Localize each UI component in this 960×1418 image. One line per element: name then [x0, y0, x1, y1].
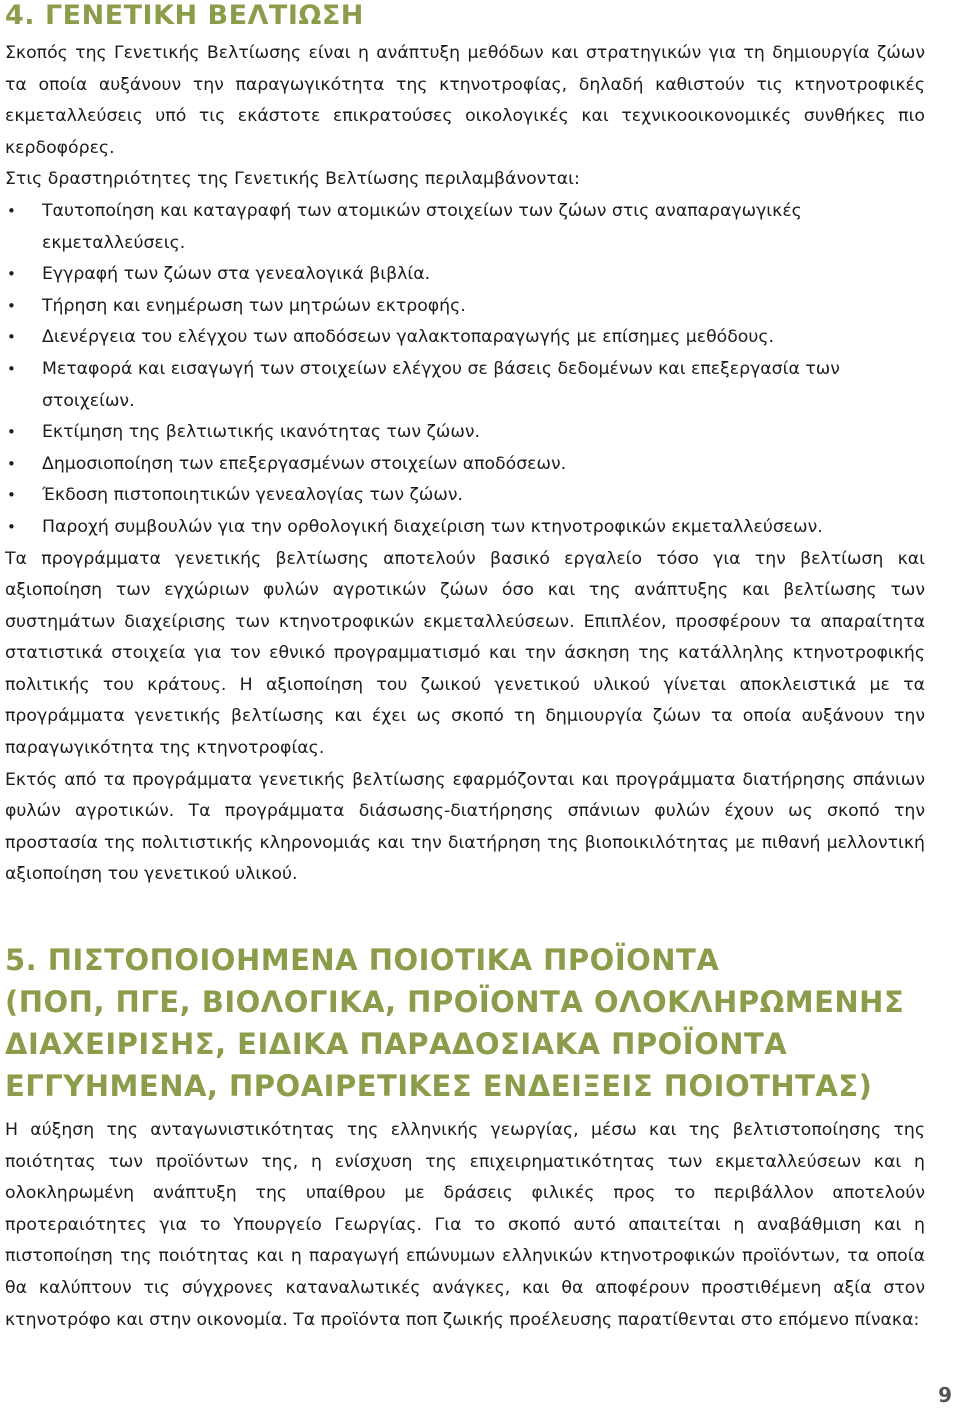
list-item-text: Μεταφορά και εισαγωγή των στοιχείων ελέγχου σε βάσεις δεδομένων και επεξεργασία των στοιχείων.: [42, 358, 840, 411]
list-item: [5, 291, 925, 323]
bullet-icon: •: [7, 517, 16, 536]
list-item: [5, 196, 925, 259]
section-4-heading: 4. ΓΕΝΕΤΙΚΗ ΒΕΛΤΙΩΣΗ: [5, 0, 364, 31]
list-item-text: Ταυτοποίηση και καταγραφή των ατομικών στοιχείων των ζώων στις αναπαραγωγικές εκμεταλλεύσεις.: [42, 200, 802, 253]
activities-list-intro: Στις δραστηριότητες της Γενετικής Βελτίωσης περιλαμβάνονται:: [5, 169, 580, 190]
list-item-text: Δημοσιοποίηση των επεξεργασμένων στοιχείων αποδόσεων.: [42, 453, 567, 474]
activities-list: [5, 196, 925, 544]
section-5-heading-line: (ΠΟΠ, ΠΓΕ, ΒΙΟΛΟΓΙΚΑ, ΠΡΟΪΟΝΤΑ ΟΛΟΚΛΗΡΩΜΕΝΗΣ: [5, 985, 905, 1020]
list-item-text: Έκδοση πιστοποιητικών γενεαλογίας των ζώων.: [42, 485, 464, 506]
list-item: [5, 480, 925, 512]
genetic-programs-paragraph: Τα προγράμματα γενετικής βελτίωσης αποτελούν βασικό εργαλείο τόσο για την βελτίωση και αξιοποίηση των εγχώριων φυλών αγροτικών ζώων όσο και της ανάπτυξης και βελτίωσης των συστημάτων διαχείρισης των κτηνοτροφικών εκμεταλλεύσεων. Επιπλέον, προσφέρουν τα απαραίτητα στατιστικά στοιχεία για τον εθνικό προγραμματισμό και την άσκηση της κατάλληλης κτηνοτροφικής πολιτικής του κράτους. Η αξιοποίηση του ζωικού γενετικού υλικού γίνεται αποκλειστικά με τα προγράμματα γενετικής βελτίωσης και έχει ως σκοπό τη δημιουργία ζώων τα οποία αυξάνουν την παραγωγικότητα της κτηνοτροφίας.: [5, 548, 925, 759]
list-item-text: Εγγραφή των ζώων στα γενεαλογικά βιβλία.: [42, 264, 431, 285]
list-item: [5, 417, 925, 449]
page-number: 9: [938, 1383, 952, 1407]
section-4-intro-paragraph: Σκοπός της Γενετικής Βελτίωσης είναι η ανάπτυξη μεθόδων και στρατηγικών για τη δημιουργία ζώων τα οποία αυξάνουν την παραγωγικότητα της κτηνοτροφίας, δηλαδή καθιστούν τις κτηνοτροφικές εκμεταλλεύσεις υπό τις εκάστοτε επικρατούσες οικολογικές και τεχνικοοικονομικές συνθήκες πιο κερδοφόρες.: [5, 43, 925, 158]
bullet-icon: •: [7, 486, 16, 505]
section-5-heading-line: ΕΓΓΥΗΜΕΝΑ, ΠΡΟΑΙΡΕΤΙΚΕΣ ΕΝΔΕΙΞΕΙΣ ΠΟΙΟΤΗΤΑΣ): [5, 1069, 873, 1104]
section-5-heading: [5, 939, 925, 1107]
list-item: [5, 259, 925, 291]
list-item: [5, 449, 925, 481]
list-item-text: Διενέργεια του ελέγχου των αποδόσεων γαλακτοπαραγωγής με επίσημες μεθόδους.: [42, 327, 775, 348]
bullet-icon: •: [7, 423, 16, 442]
rare-breeds-paragraph: Εκτός από τα προγράμματα γενετικής βελτίωσης εφαρμόζονται και προγράμματα διατήρησης σπάνιων φυλών αγροτικών. Τα προγράμματα διάσωσης-διατήρησης σπάνιων φυλών έχουν ως σκοπό την προστασία της πολιτιστικής κληρονομιάς και την διατήρηση της βιοποικιλότητας με πιθανή μελλοντική αξιοποίηση του γενετικού υλικού.: [5, 769, 925, 885]
list-item-text: Τήρηση και ενημέρωση των μητρώων εκτροφής.: [42, 295, 466, 316]
list-item: [5, 354, 925, 417]
bullet-icon: •: [7, 265, 16, 284]
list-item: [5, 512, 925, 544]
list-item-text: Εκτίμηση της βελτιωτικής ικανότητας των ζώων.: [42, 422, 480, 443]
list-item-text: Παροχή συμβουλών για την ορθολογική διαχείριση των κτηνοτροφικών εκμεταλλεύσεων.: [42, 516, 823, 537]
section-5-paragraph: Η αύξηση της ανταγωνιστικότητας της ελληνικής γεωργίας, μέσω και της βελτιστοποίησης της ποιότητας των προϊόντων της, η ενίσχυση της επιχειρηματικότητας των εκμεταλλεύσεων και η ολοκληρωμένη ανάπτυξη της υπαίθρου με δράσεις φιλικές προς το περιβάλλον αποτελούν προτεραιότητες για το Υπουργείο Γεωργίας. Για το σκοπό αυτό απαιτείται η αναβάθμιση και η πιστοποίηση της ποιότητας και η παραγωγή επώνυμων ελληνικών κτηνοτροφικών προϊόντων, τα οποία θα καλύπτουν τις σύγχρονες καταναλωτικές ανάγκες, και θα αποφέρουν προστιθέμενη αξία στον κτηνοτρόφο και στην οικονομία. Τα προϊόντα ποπ ζωικής προέλευσης παρατίθενται στο επόμενο πίνακα:: [5, 1120, 925, 1330]
bullet-icon: •: [7, 454, 16, 473]
bullet-icon: •: [7, 201, 16, 220]
bullet-icon: •: [7, 328, 16, 347]
bullet-icon: •: [7, 296, 16, 315]
section-5-heading-line: 5. ΠΙΣΤΟΠΟΙΟΗΜΕΝΑ ΠΟΙΟΤΙΚΑ ΠΡΟΪΟΝΤΑ: [5, 943, 720, 978]
list-item: [5, 322, 925, 354]
document-page: [5, 0, 925, 1336]
section-5-heading-line: ΔΙΑΧΕΙΡΙΣΗΣ, ΕΙΔΙΚΑ ΠΑΡΑΔΟΣΙΑΚΑ ΠΡΟΪΟΝΤΑ: [5, 1027, 788, 1062]
bullet-icon: •: [7, 359, 16, 378]
